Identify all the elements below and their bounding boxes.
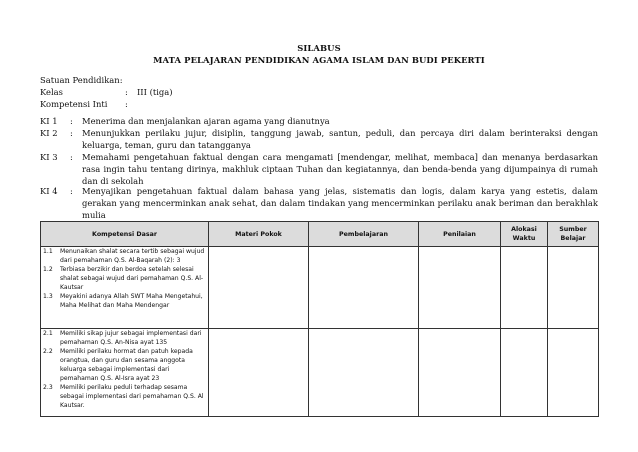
header-materi-pokok: Materi Pokok	[209, 222, 309, 247]
materi-pokok-cell	[209, 247, 309, 329]
kd-item	[43, 330, 206, 348]
alokasi-waktu-cell	[501, 247, 548, 329]
kd-text: Terbiasa berzikir dan berdoa setelah selesai shalat sebagai wujud dari pemahaman Q.S. Al-Kautsar	[60, 266, 204, 292]
header-sumber-belajar: Sumber Belajar	[548, 222, 599, 247]
table-row	[41, 247, 599, 329]
alokasi-waktu-cell	[501, 329, 548, 417]
ki-item	[40, 128, 598, 152]
kd-text: Memiliki perilaku hormat dan patuh kepada orangtua, dan guru dan sesama anggota keluarga sebagai implementasi dari pemahaman Q.S. Al-Isra ayat 23	[60, 348, 193, 382]
ki-text: Memahami pengetahuan faktual dengan cara mengamati [mendengar, melihat, membaca] dan menanya berdasarkan rasa ingin tahu tentang dirinya, makhluk ciptaan Tuhan dan kegiatannya, dan benda-benda yang dijumpainya di rumah dan di sekolah	[82, 152, 598, 186]
document-title: SILABUS	[297, 43, 341, 53]
ki-colon: :	[70, 116, 73, 126]
ki-code: KI 4	[40, 186, 58, 196]
kd-item	[43, 266, 206, 293]
kd-text: Meyakini adanya Allah SWT Maha Mengetahui, Maha Melihat dan Maha Mendengar	[60, 293, 203, 310]
kd-number: 2.3	[43, 384, 53, 392]
penilaian-cell	[419, 247, 501, 329]
kd-item	[43, 348, 206, 384]
sumber-belajar-cell	[548, 247, 599, 329]
kompetensi-inti-label: Kompetensi Inti	[40, 99, 108, 109]
ki-colon: :	[70, 128, 73, 138]
ki-code: KI 2	[40, 128, 58, 138]
ki-code: KI 3	[40, 152, 58, 162]
kd-item	[43, 293, 206, 311]
ki-colon: :	[70, 152, 73, 162]
kelas-colon: :	[125, 87, 128, 97]
kd-text: Memiliki perilaku peduli terhadap sesama sebagai implementasi dari pemahaman Q.S. Al Kautsar.	[60, 384, 204, 410]
syllabus-table	[40, 221, 599, 417]
satuan-pendidikan-row	[40, 75, 123, 85]
kompetensi-inti-colon: :	[125, 99, 128, 109]
kompetensi-dasar-cell	[41, 247, 209, 329]
kd-text: Menunaikan shalat secara tertib sebagai wujud dari pemahaman Q.S. Al-Baqarah (2): 3	[60, 248, 205, 264]
ki-text: Menyajikan pengetahuan faktual dalam bahasa yang jelas, sistematis dan logis, dalam karya yang estetis, dalam gerakan yang mencerminkan anak sehat, dan dalam tindakan yang mencerminkan perilaku anak beriman dan berakhlak mulia	[82, 186, 598, 220]
header-pembelajaran: Pembelajaran	[309, 222, 419, 247]
kd-number: 1.2	[43, 266, 53, 274]
ki-text: Menerima dan menjalankan ajaran agama yang dianutnya	[82, 116, 330, 126]
header-penilaian: Penilaian	[419, 222, 501, 247]
kd-number: 1.1	[43, 248, 53, 255]
kd-item	[43, 384, 206, 411]
pembelajaran-cell	[309, 247, 419, 329]
ki-item	[40, 186, 598, 222]
ki-item	[40, 152, 598, 188]
kelas-row	[40, 87, 173, 97]
table-header-row	[41, 222, 599, 247]
ki-text: Menunjukkan perilaku jujur, disiplin, tanggung jawab, santun, peduli, dan percaya diri dalam berinteraksi dengan keluarga, teman, guru dan tatangganya	[82, 128, 598, 150]
satuan-pendidikan-label: Satuan Pendidikan:	[40, 75, 123, 85]
kompetensi-dasar-cell	[41, 329, 209, 417]
table-row	[41, 329, 599, 417]
kd-number: 2.2	[43, 348, 53, 356]
ki-colon: :	[70, 186, 73, 196]
sumber-belajar-cell	[548, 329, 599, 417]
kelas-value: III (tiga)	[137, 87, 173, 97]
ki-item	[40, 116, 598, 128]
header-alokasi-waktu: Alokasi Waktu	[501, 222, 548, 247]
kd-text: Memiliki sikap jujur sebagai implementasi dari pemahaman Q.S. An-Nisa ayat 135	[60, 330, 202, 346]
kompetensi-inti-row	[40, 99, 137, 109]
penilaian-cell	[419, 329, 501, 417]
kd-number: 2.1	[43, 330, 53, 337]
kd-item	[43, 248, 206, 266]
materi-pokok-cell	[209, 329, 309, 417]
ki-code: KI 1	[40, 116, 58, 126]
document-subtitle: MATA PELAJARAN PENDIDIKAN AGAMA ISLAM DAN BUDI PEKERTI	[153, 55, 485, 65]
kd-number: 1.3	[43, 293, 53, 301]
header-kompetensi-dasar: Kompetensi Dasar	[41, 222, 209, 247]
kelas-label: Kelas	[40, 87, 63, 97]
pembelajaran-cell	[309, 329, 419, 417]
